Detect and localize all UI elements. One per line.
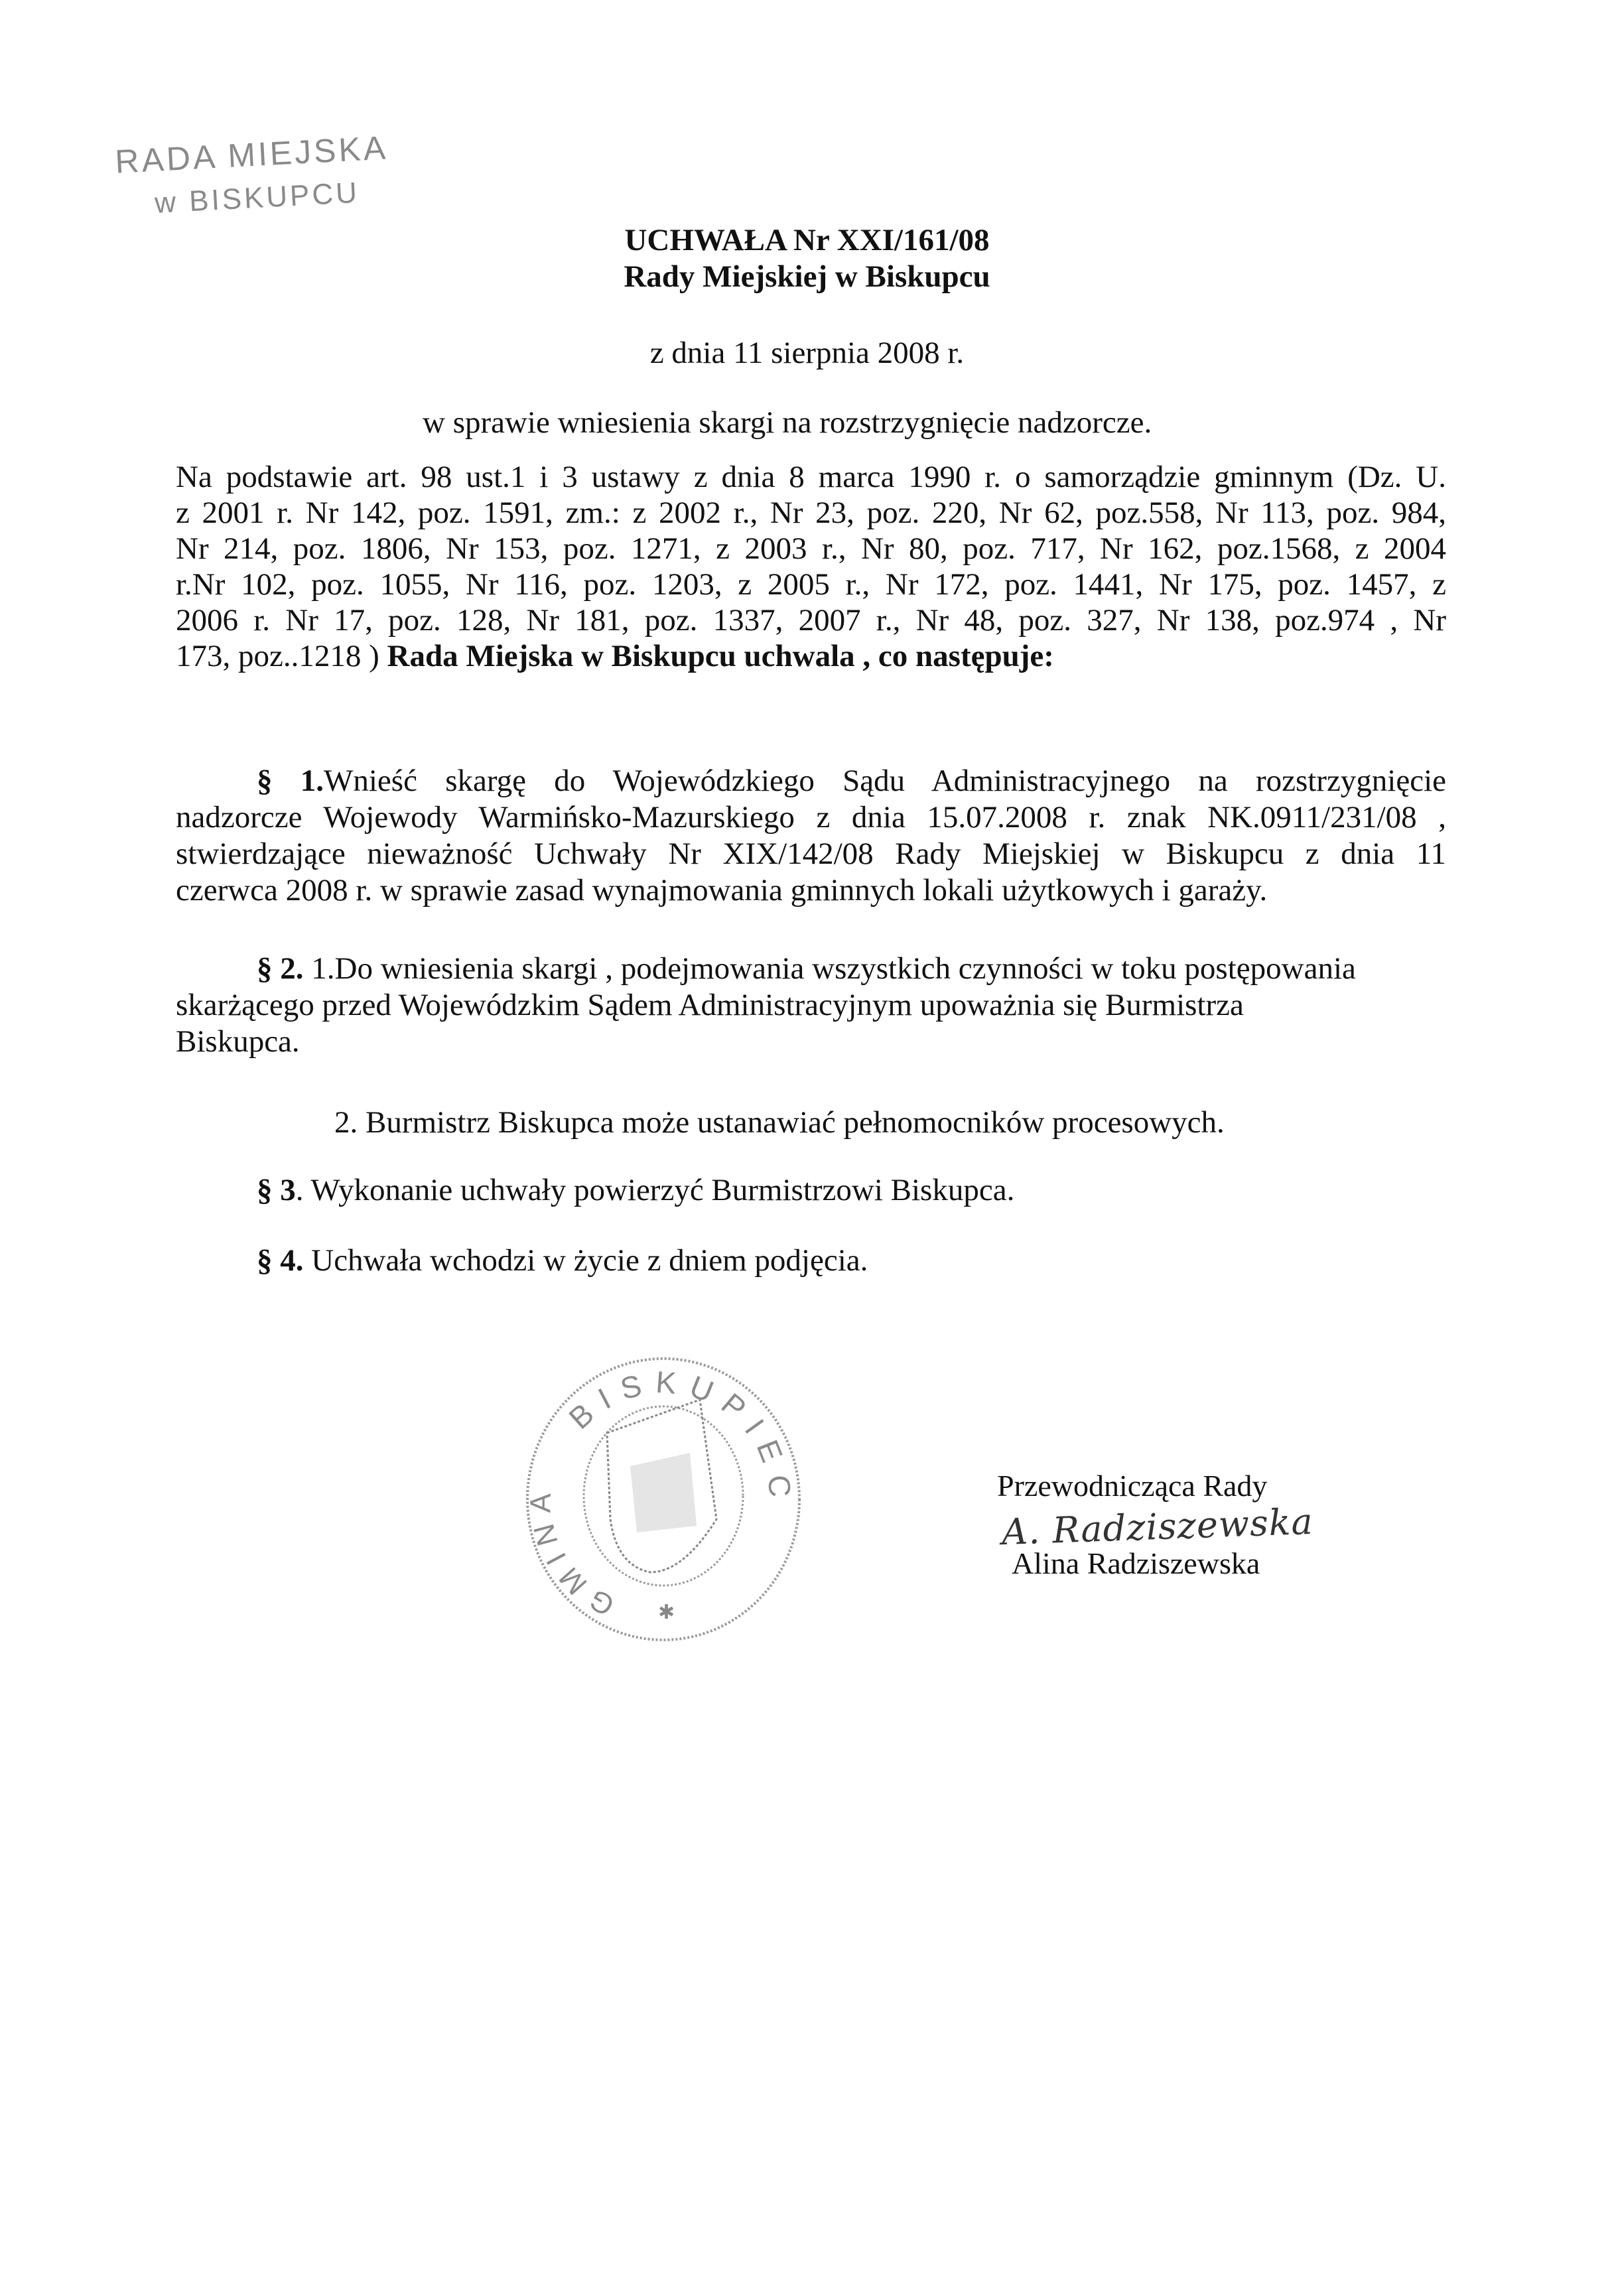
preamble-line: Nr 214, poz. 1806, Nr 153, poz. 1271, z 2003 r., Nr 80, poz. 717, Nr 162, poz.1568, z 2004 [176, 531, 1446, 566]
seal-star-icon: ✱ [658, 1601, 675, 1623]
castle-emblem-icon [630, 1453, 697, 1532]
section-4-mark: § 4. [257, 1243, 304, 1278]
resolution-title: UCHWAŁA Nr XXI/161/08 [624, 223, 990, 257]
resolution-subtitle: Rady Miejskiej w Biskupcu [624, 259, 990, 294]
section-2-first-line [257, 951, 1446, 986]
signatory-role: Przewodnicząca Rady [997, 1469, 1268, 1503]
seal-left-text: GMINA [524, 1483, 620, 1623]
section-2-mark: § 2. [257, 951, 304, 986]
preamble-line: Na podstawie art. 98 ust.1 i 3 ustawy z dnia 8 marca 1990 r. o samorządzie gminnym (Dz. U. [176, 460, 1446, 494]
resolution-date: z dnia 11 sierpnia 2008 r. [649, 336, 965, 370]
preamble-citation-end: 173, poz..1218 ) [176, 639, 387, 673]
section-1-line: nadzorcze Wojewody Warmińsko-Mazurskiego z dnia 15.07.2008 r. znak NK.0911/231/08 , [176, 800, 1446, 835]
section-2-line: Biskupca. [176, 1024, 300, 1059]
resolution-subject: w sprawie wniesienia skargi na rozstrzygnięcie nadzorcze. [423, 405, 1152, 440]
municipal-seal [517, 1353, 809, 1645]
section-1-text: Wnieść skargę do Wojewódzkiego Sądu Administracyjnego na rozstrzygnięcie [324, 764, 1447, 798]
preamble-line: z 2001 r. Nr 142, poz. 1591, zm.: z 2002 r., Nr 23, poz. 220, Nr 62, poz.558, Nr 113, poz. 984, [176, 496, 1446, 530]
office-stamp-line1: RADA MIEJSKA [114, 129, 389, 180]
section-1-first-line [257, 763, 1446, 799]
preamble-last-line [176, 638, 1446, 674]
section-4-text: Uchwała wchodzi w życie z dniem podjęcia. [303, 1243, 868, 1278]
section-2-point-2: 2. Burmistrz Biskupca może ustanawiać pełnomocników procesowych. [334, 1105, 1225, 1140]
enacting-clause: Rada Miejska w Biskupcu uchwala , co następuje: [387, 639, 1054, 673]
section-4 [257, 1243, 868, 1278]
preamble-line: 2006 r. Nr 17, poz. 128, Nr 181, poz. 1337, 2007 r., Nr 48, poz. 327, Nr 138, poz.974 , Nr [176, 603, 1446, 638]
seal-top-text: BISKUPIEC [562, 1364, 799, 1511]
signatory-name: Alina Radziszewska [1012, 1546, 1260, 1580]
section-3-text: . Wykonanie uchwały powierzyć Burmistrzowi Biskupca. [295, 1173, 1015, 1207]
section-2-text: 1.Do wniesienia skargi , podejmowania wszystkich czynności w toku postępowania [303, 951, 1356, 986]
preamble-line: r.Nr 102, poz. 1055, Nr 116, poz. 1203, z 2005 r., Nr 172, poz. 1441, Nr 175, poz. 1457, z [176, 567, 1446, 602]
section-1-mark: § 1. [257, 764, 324, 798]
office-stamp-line2: w BISKUPCU [154, 176, 361, 220]
section-1-line: stwierdzające nieważność Uchwały Nr XIX/142/08 Rady Miejskiej w Biskupcu z dnia 11 [176, 837, 1446, 871]
handwritten-signature: A. Radziszewska [1001, 1500, 1314, 1554]
section-3 [257, 1172, 1014, 1208]
section-2-line: skarżącego przed Wojewódzkim Sądem Administracyjnym upoważnia się Burmistrza [176, 988, 1244, 1022]
section-1-line: czerwca 2008 r. w sprawie zasad wynajmowania gminnych lokali użytkowych i garaży. [176, 873, 1268, 908]
section-3-mark: § 3 [257, 1173, 296, 1207]
